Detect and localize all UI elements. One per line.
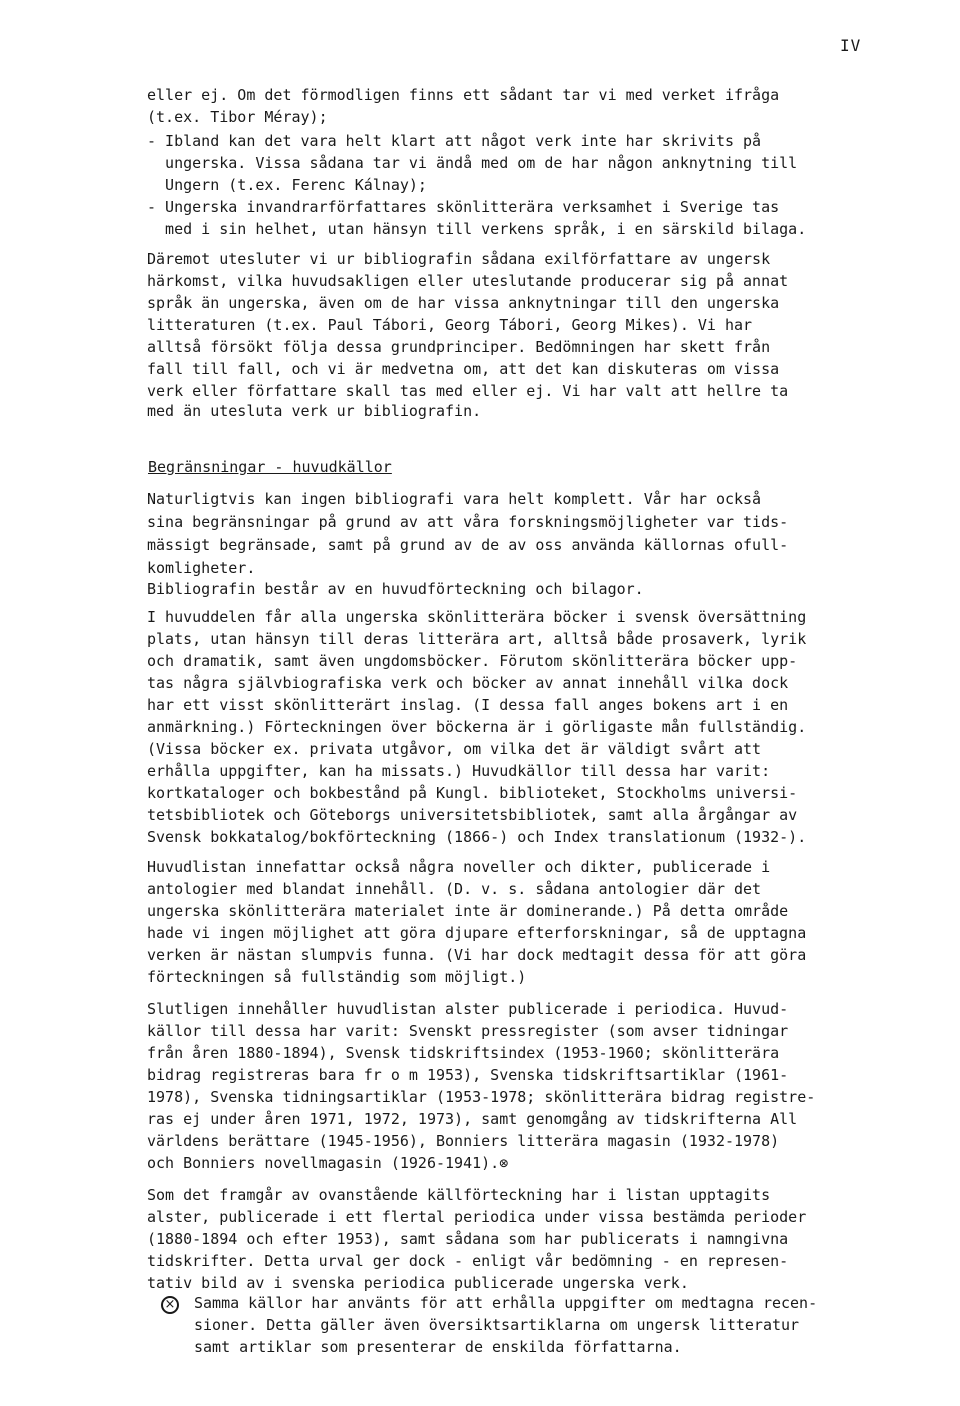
text-line: antologier med blandat innehåll. (D. v. s. sådana antologier där det: [147, 880, 762, 898]
footnote-line: samt artiklar som presenterar de enskilda författarna.: [194, 1338, 682, 1356]
text-line: Huvudlistan innefattar också några noveller och dikter, publicerade i: [147, 858, 771, 876]
text-line: komligheter.: [147, 559, 256, 577]
text-line: alster, publicerade i ett flertal periodica under vissa bestämda perioder: [147, 1208, 807, 1226]
text-line: erhålla uppgifter, kan ha missats.) Huvudkällor till dessa har varit:: [147, 762, 771, 780]
text-line: (t.ex. Tibor Méray);: [147, 108, 328, 126]
footnote-line: Samma källor har använts för att erhålla uppgifter om medtagna recen-: [194, 1294, 818, 1312]
text-line: tas några självbiografiska verk och böcker av annat innehåll vilka dock: [147, 674, 789, 692]
text-line: hade vi ingen möjlighet att göra djupare efterforskningar, så de upptagna: [147, 924, 807, 942]
text-line: språk än ungerska, även om de har vissa anknytningar till den ungerska: [147, 294, 780, 312]
text-line: källor till dessa har varit: Svenskt pressregister (som avser tidningar: [147, 1022, 789, 1040]
text-line: tetsbibliotek och Göteborgs universitetsbibliotek, samt alla årgångar av: [147, 806, 798, 824]
text-line: verken är nästan slumpvis funna. (Vi har dock medtagit dessa för att göra: [147, 946, 807, 964]
text-line: eller ej. Om det förmodligen finns ett sådant tar vi med verket ifråga: [147, 86, 780, 104]
text-line: ungerska skönlitterära materialet inte är dominerande.) På detta område: [147, 902, 789, 920]
text-line: alltså försökt följa dessa grundprinciper. Bedömningen har skett från: [147, 338, 771, 356]
text-line: (Vissa böcker ex. privata utgåvor, om vilka det är väldigt svårt att: [147, 740, 762, 758]
text-line: verk eller författare skall tas med eller ej. Vi har valt att hellre ta: [147, 382, 789, 400]
text-line: ungerska. Vissa sådana tar vi ändå med om de har någon anknytning till: [147, 154, 798, 172]
text-line: fall till fall, och vi är medvetna om, att det kan diskuteras om vissa: [147, 360, 780, 378]
text-line: (1880-1894 och efter 1953), samt sådana som har publicerats i namngivna: [147, 1230, 789, 1248]
text-line: från åren 1880-1894), Svensk tidskriftsindex (1953-1960; skönlitterära: [147, 1044, 780, 1062]
text-line: och Bonniers novellmagasin (1926-1941).⊗: [147, 1154, 509, 1172]
text-line: bidrag registreras bara fr o m 1953), Svenska tidskriftsartiklar (1961-: [147, 1066, 789, 1084]
text-line: 1978), Svenska tidningsartiklar (1953-1978; skönlitterära bidrag registre-: [147, 1088, 816, 1106]
text-line: världens berättare (1945-1956), Bonniers litterära magasin (1932-1978): [147, 1132, 780, 1150]
text-line: och dramatik, samt även ungdomsböcker. Förutom skönlitterära böcker upp-: [147, 652, 798, 670]
section-heading: Begränsningar - huvudkällor: [148, 458, 392, 476]
page-number: IV: [840, 36, 862, 55]
footnote-line: sioner. Detta gäller även översiktsartiklarna om ungersk litteratur: [194, 1316, 800, 1334]
text-line: tativ bild av i svenska periodica publicerade ungerska verk.: [147, 1274, 689, 1292]
text-line: har ett visst skönlitterärt inslag. (I dessa fall anges bokens art i en: [147, 696, 789, 714]
text-line: sina begränsningar på grund av att våra forskningsmöjligheter var tids-: [147, 513, 789, 531]
text-line: Svensk bokkatalog/bokförteckning (1866-) och Index translationum (1932-).: [147, 828, 807, 846]
text-line: mässigt begränsade, samt på grund av de av oss använda källornas ofull-: [147, 536, 789, 554]
text-line: tidskrifter. Detta urval ger dock - enligt vår bedömning - en represen-: [147, 1252, 789, 1270]
text-line: - Ibland kan det vara helt klart att något verk inte har skrivits på: [147, 132, 762, 150]
text-line: - Ungerska invandrarförfattares skönlitterära verksamhet i Sverige tas: [147, 198, 780, 216]
text-line: Ungern (t.ex. Ferenc Kálnay);: [147, 176, 427, 194]
text-line: med i sin helhet, utan hänsyn till verkens språk, i en särskild bilaga.: [147, 220, 807, 238]
footnote-marker-icon: ×: [161, 1296, 179, 1314]
text-line: anmärkning.) Förteckningen över böckerna är i görligaste mån fullständig.: [147, 718, 807, 736]
text-line: härkomst, vilka huvudsakligen eller uteslutande producerar sig på annat: [147, 272, 789, 290]
text-line: Slutligen innehåller huvudlistan alster publicerade i periodica. Huvud-: [147, 1000, 789, 1018]
text-line: kortkataloger och bokbestånd på Kungl. biblioteket, Stockholms universi-: [147, 784, 798, 802]
text-line: med än utesluta verk ur bibliografin.: [147, 402, 482, 420]
text-line: plats, utan hänsyn till deras litterära art, alltså både prosaverk, lyrik: [147, 630, 807, 648]
text-line: ras ej under åren 1971, 1972, 1973), samt genomgång av tidskrifterna All: [147, 1110, 798, 1128]
text-line: I huvuddelen får alla ungerska skönlitterära böcker i svensk översättning: [147, 608, 807, 626]
text-line: Bibliografin består av en huvudförteckning och bilagor.: [147, 580, 644, 598]
text-line: Som det framgår av ovanstående källförteckning har i listan upptagits: [147, 1186, 771, 1204]
text-line: litteraturen (t.ex. Paul Tábori, Georg Tábori, Georg Mikes). Vi har: [147, 316, 753, 334]
text-line: Naturligtvis kan ingen bibliografi vara helt komplett. Vår har också: [147, 490, 762, 508]
text-line: Däremot utesluter vi ur bibliografin sådana exilförfattare av ungersk: [147, 250, 771, 268]
text-line: förteckningen så fullständig som möjligt.): [147, 968, 527, 986]
